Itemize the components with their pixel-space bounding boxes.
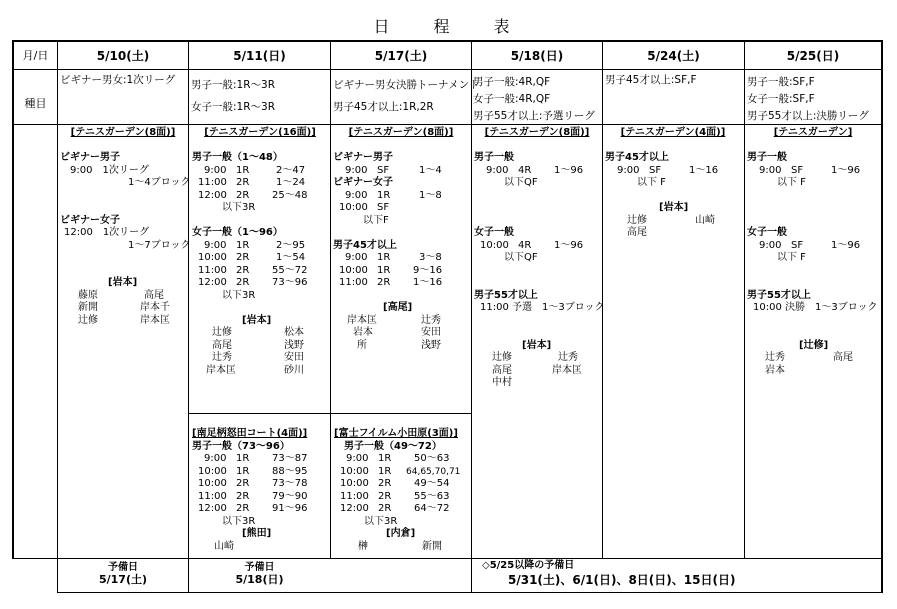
event-title: 男子一般 (474, 152, 514, 163)
events-day1: ビギナー男女:1次リーグ (60, 74, 176, 86)
schedule-day2-second-venue: [南足柄怒田コート(4面)] 男子一般（73～96） 9:00 1R 73～87 10:00 1R 88～95 10:00 2R 73～78 11:00 2R 79～90 12:00 2R 91～96 以下3R [熊田] 山崎 (192, 428, 328, 553)
event-title: ビギナー女子 (333, 177, 393, 188)
venue-label: [テニスガーデン(8面)] (70, 127, 176, 138)
venue-label: [富士フイルム小田原(3面)] (334, 428, 458, 439)
events-day3: ビギナー男女決勝トーナメント 男子45才以上:1R,2R (333, 79, 480, 113)
events-day4: 男子一般:4R,QF 女子一般:4R,QF 男子55才以上:予選リーグ (473, 76, 595, 122)
venue-label: [テニスガーデン] (773, 127, 853, 138)
event-title: ビギナー男子 (60, 152, 120, 163)
reserve-day-2: 予備日 5/18(日) (235, 562, 284, 586)
schedule-day1: [テニスガーデン(8面)] ビギナー男子 9:00 1次リーグ 1～4ブロック ビギナー女子 12:00 1次リーグ 1～7ブロック [岩本] 藤原 高尾 新開 岸本千 辻修 岸本匡 (60, 127, 191, 326)
event-title: 女子一般 (747, 227, 787, 238)
event-title: ビギナー男子 (333, 152, 393, 163)
date-header: 5/17(土) (374, 49, 428, 63)
schedule-day4: [テニスガーデン(8面)] 男子一般 9:00 4R 1～96 以下QF 女子一般 10:00 4R 1～96 以下QF 男子55才以上 11:00 予選 1～3ブロック [岩本] 辻修 辻秀 高尾 岸本匡 中村 (474, 127, 605, 388)
event-title: 男子一般（49～72） (344, 440, 442, 452)
corner-label: 月/日 (22, 49, 49, 62)
referee-head: [辻修] (799, 339, 829, 351)
event-title: 男子一般（1～48） (192, 152, 283, 163)
schedule-day5: [テニスガーデン(4面)] 男子45才以上 9:00 SF 1～16 以下 F [岩本] 辻修 山崎 高尾 (605, 127, 741, 240)
events-day6: 男子一般:SF,F 女子一般:SF,F 男子55才以上:決勝リーグ (747, 76, 869, 122)
date-header: 5/25(日) (786, 49, 840, 63)
event-title: ビギナー女子 (60, 214, 120, 226)
referee-head: [熊田] (242, 528, 272, 539)
schedule-day2: [テニスガーデン(16面)] 男子一般（1～48） 9:00 1R 2～47 11:00 2R 1～24 12:00 2R 25～48 以下3R 女子一般（1～96） 9:00 1R 2～95 10:00 2R 1～54 11:00 2R 55～72 12:00 2R 73～96 以下3R [岩本] 辻修 松本 高尾 浅野 辻秀 安田 岸本匡 砂川 (192, 127, 328, 377)
event-row-label: 種目 (24, 97, 47, 110)
venue-label: [テニスガーデン(4面)] (620, 127, 726, 138)
event-title: 男子45才以上 (333, 239, 397, 251)
event-title: 男子45才以上 (605, 152, 669, 163)
event-title: 男子一般（73～96） (192, 440, 290, 452)
venue-label: [テニスガーデン(8面)] (484, 127, 590, 138)
referee-head: [内倉] (386, 528, 416, 539)
reserve-later: ◇5/25以降の予備日 5/31(土)、6/1(日)、8日(日)、15日(日) (482, 560, 736, 587)
referee-head: [岩本] (522, 339, 552, 351)
date-header: 5/18(日) (510, 49, 564, 63)
events-day5: 男子45才以上:SF,F (605, 74, 697, 86)
referee-head: [岩本] (108, 277, 138, 288)
schedule-day6: [テニスガーデン] 男子一般 9:00 SF 1～96 以下 F 女子一般 9:00 SF 1～96 以下 F 男子55才以上 10:00 決勝 1～3ブロック [辻修] 辻秀 高尾 岩本 (747, 127, 878, 376)
referee-head: [岩本] (242, 314, 272, 326)
schedule-day3: [テニスガーデン(8面)] ビギナー男子 9:00 SF 1～4 ビギナー女子 9:00 1R 1～8 10:00 SF 以下F 男子45才以上 9:00 1R 3～8 10:00 1R 9～16 11:00 2R 1～16 [高尾] 岸本匡 辻秀 岩本 安田 所 浅野 (333, 127, 469, 352)
date-header: 5/24(土) (647, 49, 700, 63)
event-title: 男子一般 (747, 152, 787, 163)
event-title: 男子55才以上 (747, 289, 811, 301)
event-title: 女子一般（1～96） (192, 227, 283, 238)
event-title: 女子一般 (474, 227, 514, 238)
events-day2: 男子一般:1R～3R 女子一般:1R～3R (191, 79, 275, 113)
page-title: 日 程 表 (373, 17, 524, 36)
schedule-day3-second-venue: [富士フイルム小田原(3面)] 男子一般（49～72） 9:00 1R 50～63 10:00 1R 64,65,70,71 10:00 2R 49～54 11:00 2R 55～63 12:00 2R 64～72 以下3R [内倉] 榊 新開 (334, 428, 470, 553)
referee-head: [岩本] (659, 202, 689, 213)
reserve-day-1: 予備日 5/17(土) (98, 562, 148, 586)
venue-label: [南足柄怒田コート(4面)] (192, 428, 308, 439)
referee-head: [高尾] (383, 302, 413, 313)
venue-label: [テニスガーデン(8面)] (348, 127, 454, 138)
date-header: 5/11(日) (233, 49, 286, 63)
venue-label: [テニスガーデン(16面)] (204, 127, 316, 138)
event-title: 男子55才以上 (474, 289, 538, 301)
date-header: 5/10(土) (96, 49, 150, 63)
